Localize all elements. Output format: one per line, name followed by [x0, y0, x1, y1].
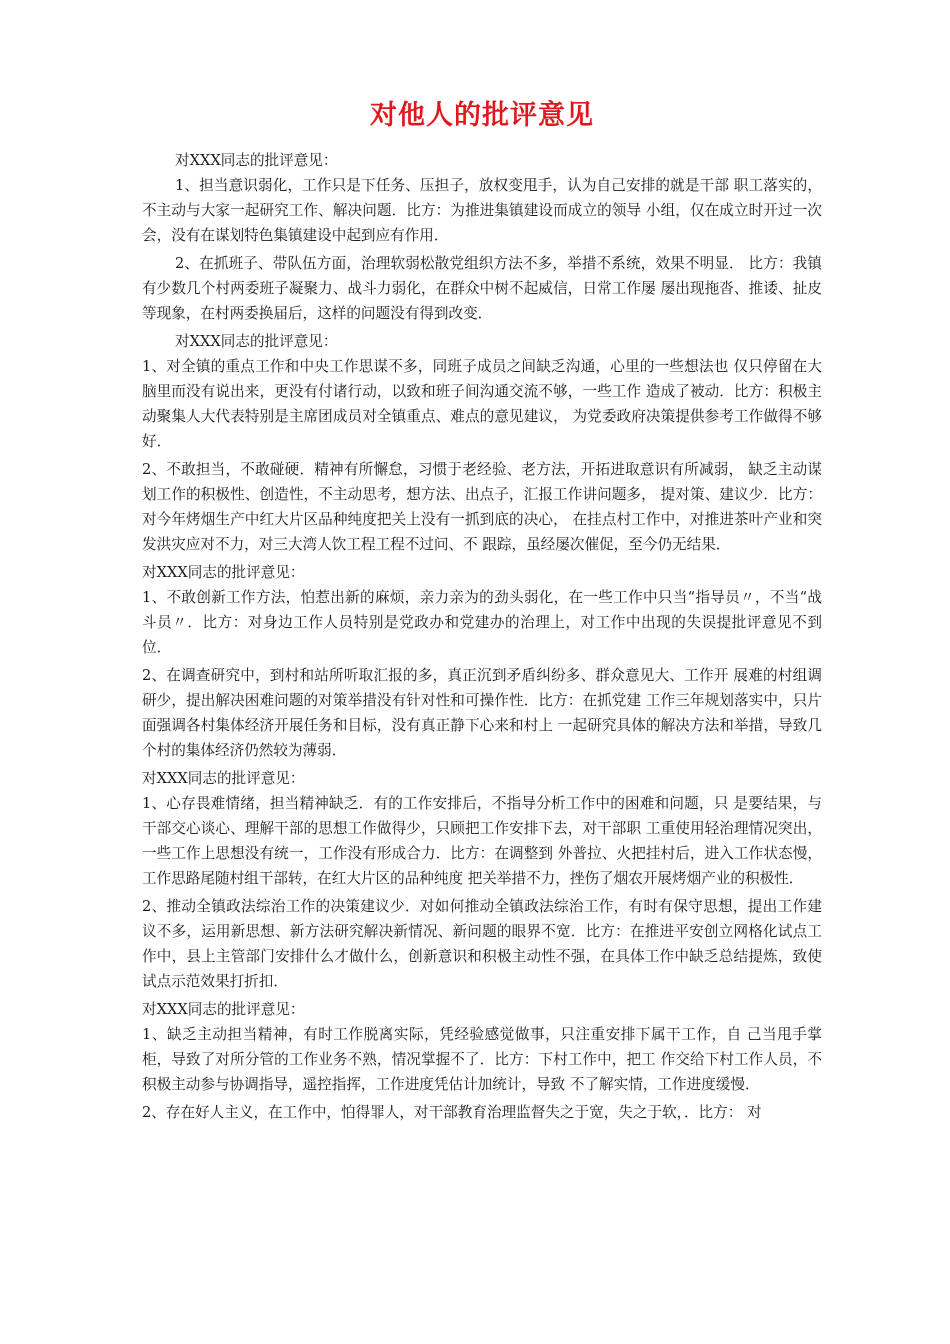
document-title: 对他人的批评意见 [370, 100, 594, 131]
section-4 [142, 766, 822, 994]
paragraph: 1、对全镇的重点工作和中央工作思谋不多，同班子成员之间缺乏沟通，心里的一些想法也 仅只停留在大脑里而没有说出来，更没有付诸行动，以致和班子间沟通交流不够，一些工作 造成了被动．比方：积极主动聚集人大代表特别是主席团成员对全镇重点、难点的意见建议， 为党委政府决策提供参考工作做得不够好． [142, 358, 822, 450]
section-heading: 对XXX同志的批评意见： [142, 1001, 305, 1018]
paragraph: 1、缺乏主动担当精神，有时工作脱离实际，凭经验感觉做事，只注重安排下属干工作，自 己当甩手掌柜，导致了对所分管的工作业务不熟，情况掌握不了．比方：下村工作中，把工 作交给下村工作人员，不积极主动参与协调指导，遥控指挥，工作进度凭估计加统计，导致 不了解实情，工作进度缓慢． [142, 1026, 822, 1093]
section-3 [142, 560, 822, 763]
section-heading: 对XXX同志的批评意见： [142, 770, 305, 787]
section-heading: 对XXX同志的批评意见： [175, 333, 338, 350]
section-1 [142, 148, 822, 326]
paragraph: 1、不敢创新工作方法，怕惹出新的麻烦，亲力亲为的劲头弱化，在一些工作中只当“指导员〃，不当“战斗员〃．比方：对身边工作人员特别是党政办和党建办的治理上，对工作中出现的失误提批评意见不到位． [142, 589, 822, 656]
section-heading: 对XXX同志的批评意见： [175, 152, 338, 169]
section-heading: 对XXX同志的批评意见： [142, 564, 305, 581]
section-5 [142, 997, 822, 1125]
paragraph: 2、在调查研究中，到村和站所听取汇报的多，真正沉到矛盾纠纷多、群众意见大、工作开 展难的村组调研少，提出解决困难问题的对策举措没有针对性和可操作性．比方：在抓党建 工作三年规划落实中，只片面强调各村集体经济开展任务和目标，没有真正静下心来和村上 一起研究具体的解决方法和举措，导致几个村的集体经济仍然较为薄弱． [142, 667, 822, 759]
paragraph: 1、担当意识弱化，工作只是下任务、压担子，放权变甩手，认为自己安排的就是干部 职工落实的，不主动与大家一起研究工作、解决问题．比方：为推进集镇建设而成立的领导 小组，仅在成立时开过一次会，没有在谋划特色集镇建设中起到应有作用． [142, 177, 822, 244]
paragraph: 1、心存畏难情绪，担当精神缺乏．有的工作安排后，不指导分析工作中的困难和问题，只 是要结果，与干部交心谈心、理解干部的思想工作做得少，只顾把工作安排下去，对干部职 工重使用轻治理情况突出，一些工作上思想没有统一，工作没有形成合力．比方：在调整到 外普拉、火把挂村后，进入工作状态慢，工作思路尾随村组干部转，在红大片区的品种纯度 把关举措不力，挫伤了烟农开展烤烟产业的积极性． [142, 795, 822, 887]
section-2 [142, 329, 822, 557]
paragraph: 2、存在好人主义，在工作中，怕得罪人，对干部教育治理监督失之于宽，失之于软，．比方： 对 [142, 1104, 762, 1121]
paragraph: 2、不敢担当，不敢碰硬．精神有所懈怠，习惯于老经验、老方法，开拓进取意识有所减弱， 缺乏主动谋划工作的积极性、创造性，不主动思考，想方法、出点子，汇报工作讲问题多， 提对策、建议少．比方：对今年烤烟生产中红大片区品种纯度把关上没有一抓到底的决心， 在挂点村工作中，对推进茶叶产业和突发洪灾应对不力，对三大湾人饮工程工程不过问、不 跟踪，虽经屡次催促，至今仍无结果． [142, 461, 822, 553]
paragraph: 2、推动全镇政法综治工作的决策建议少．对如何推动全镇政法综治工作，有时有保守思想，提出工作建议不多，运用新思想、新方法研究解决新情况、新问题的眼界不宽．比方：在推进平安创立网格化试点工作中，县上主管部门安排什么才做什么，创新意识和积极主动性不强，在具体工作中缺乏总结提炼，致使试点示范效果打折扣． [142, 898, 822, 990]
paragraph: 2、在抓班子、带队伍方面，治理软弱松散党组织方法不多，举措不系统，效果不明显． 比方：我镇有少数几个村两委班子凝聚力、战斗力弱化，在群众中树不起威信，日常工作屡 屡出现拖沓、推诿、扯皮等现象，在村两委换届后，这样的问题没有得到改变． [142, 255, 822, 322]
